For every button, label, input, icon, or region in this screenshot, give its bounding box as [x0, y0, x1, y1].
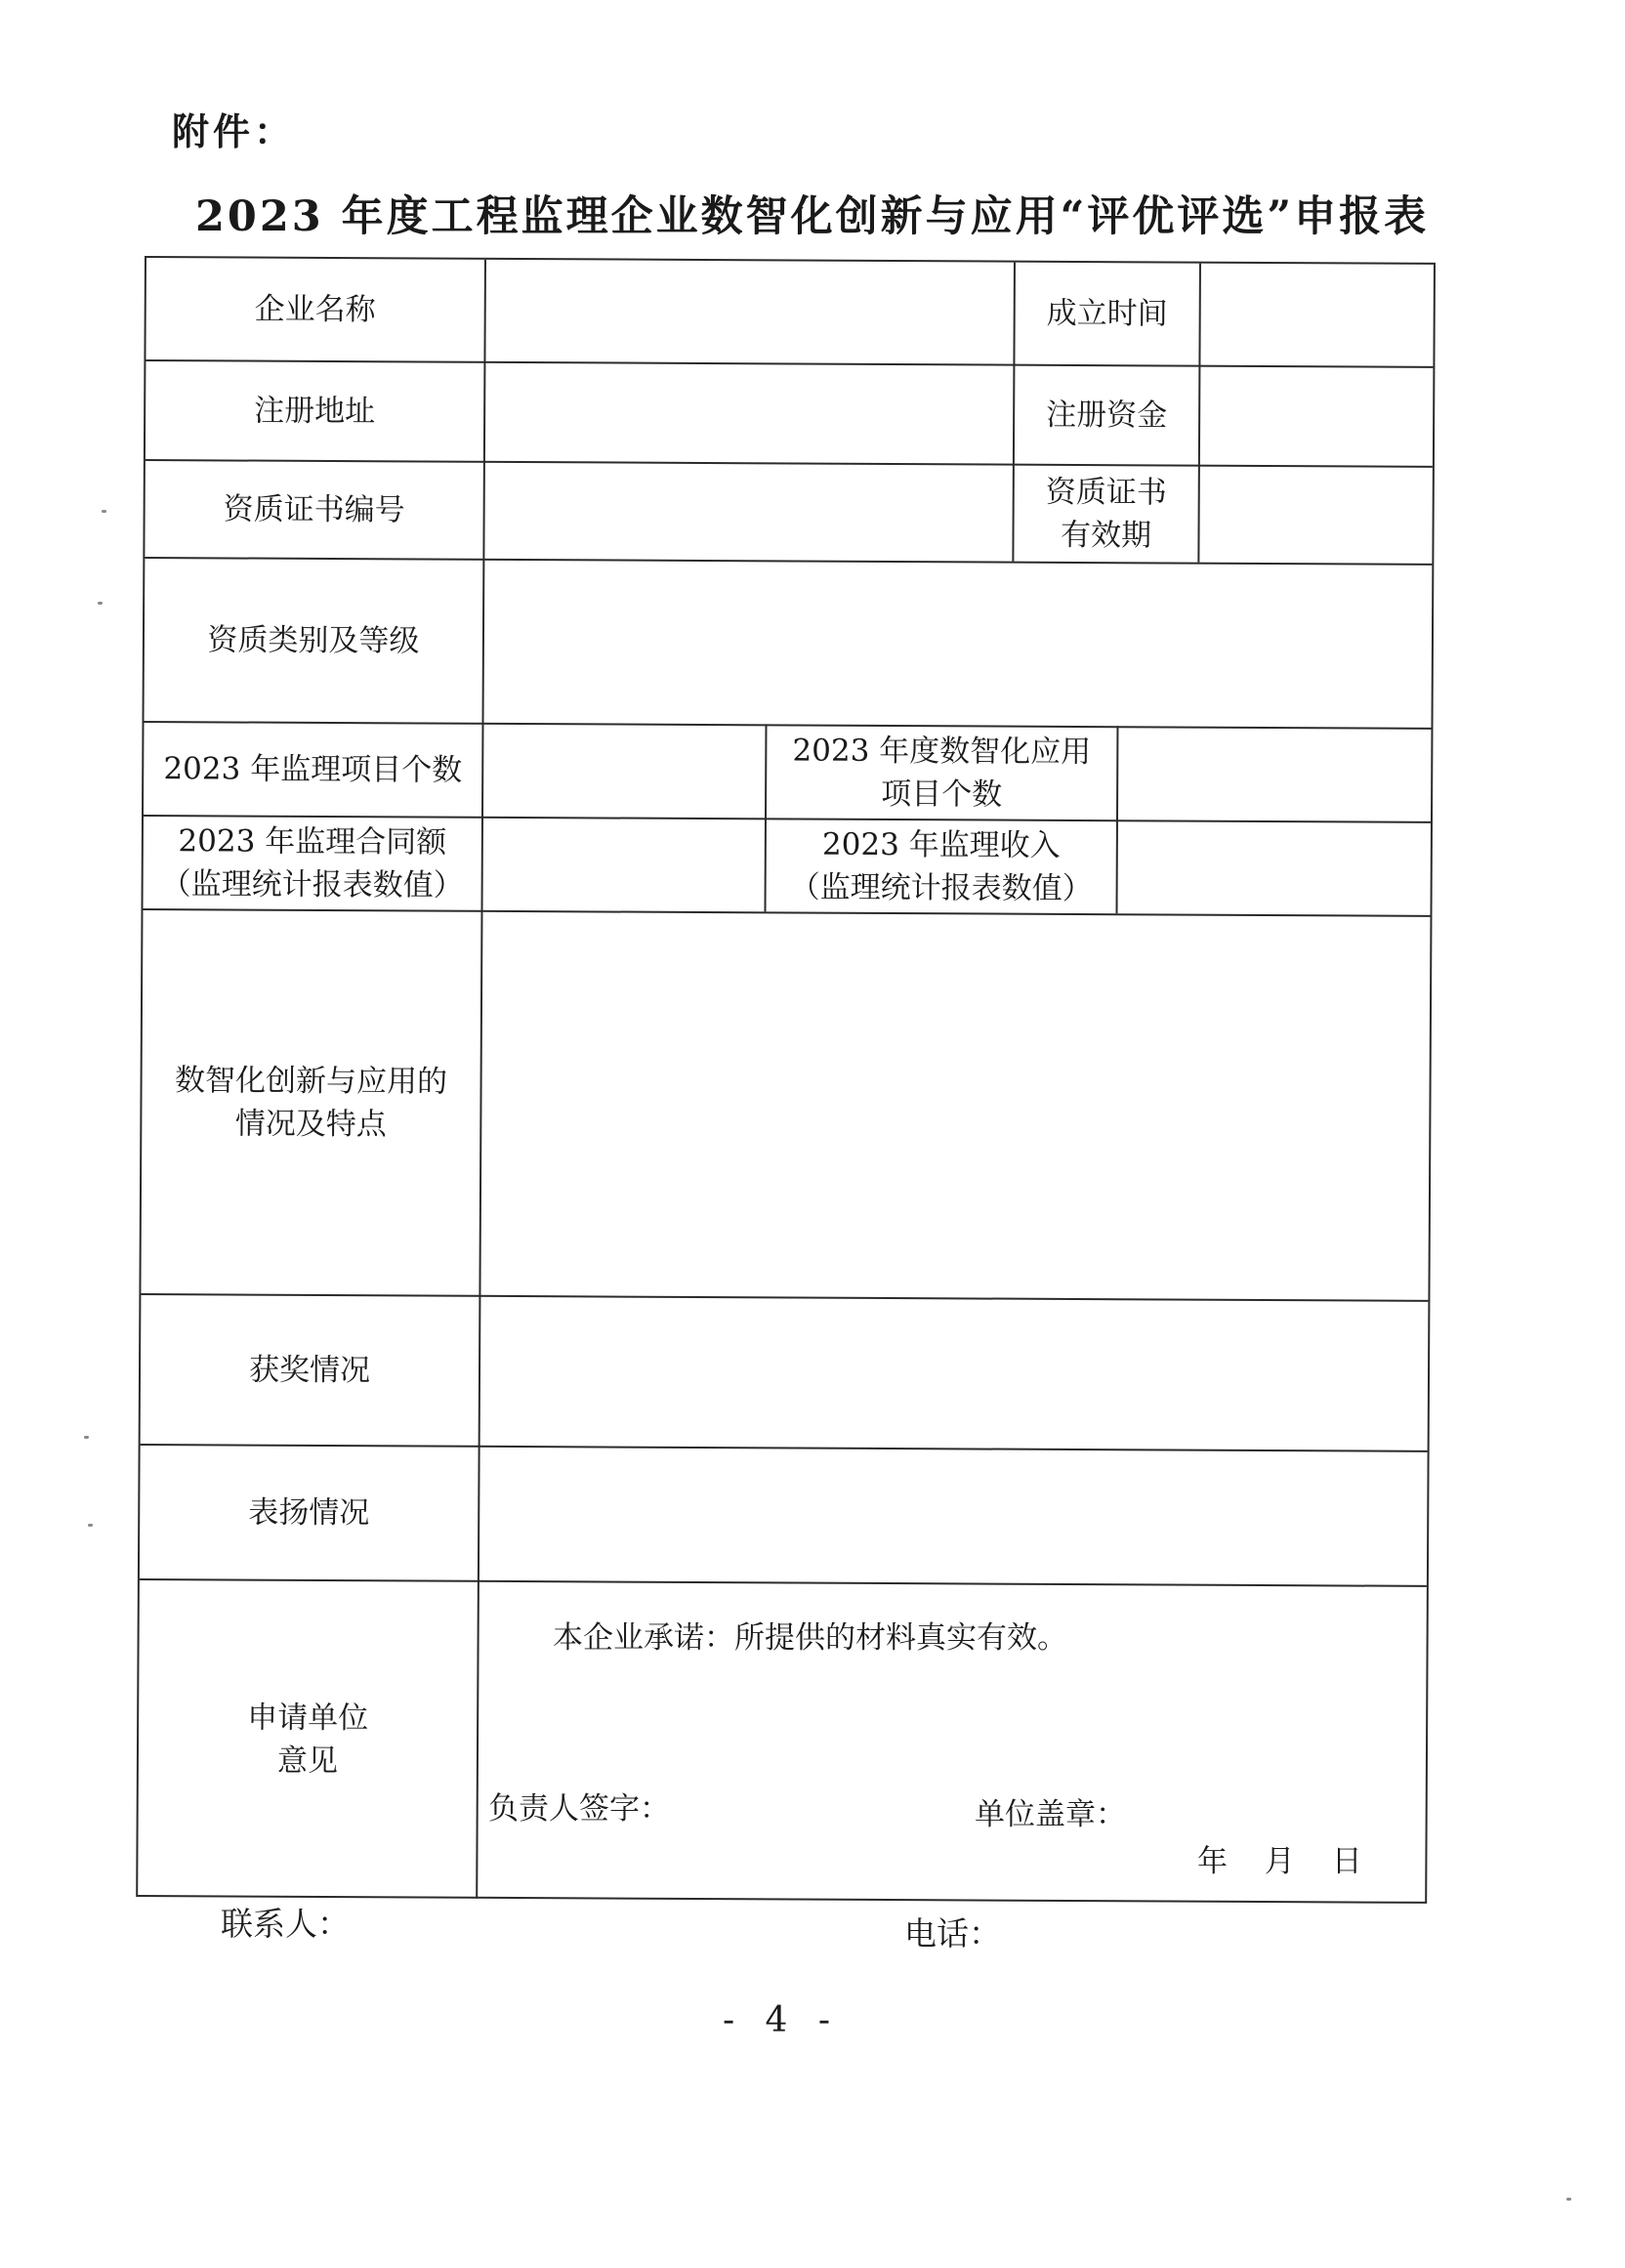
- commitment-text: 本企业承诺：所提供的材料真实有效。: [553, 1620, 1067, 1656]
- commendation-field[interactable]: [479, 1448, 1428, 1585]
- cert-category-field[interactable]: [484, 561, 1433, 728]
- signature-label: 负责人签字：: [488, 1791, 670, 1827]
- project-count-label: 2023 年监理项目个数: [163, 751, 463, 788]
- page-number: - 4 -: [722, 2000, 841, 2040]
- reg-capital-label: 注册资金: [1046, 397, 1168, 434]
- reg-address-field[interactable]: [485, 363, 1014, 464]
- cert-number-label: 资质证书编号: [223, 491, 405, 528]
- date-text: 年 月 日: [1197, 1844, 1362, 1879]
- awards-field[interactable]: [480, 1297, 1429, 1450]
- cert-category-label: 资质类别及等级: [207, 622, 420, 659]
- digital-project-count-label: 2023 年度数智化应用 项目个数: [792, 733, 1092, 813]
- seal-label: 单位盖章：: [975, 1797, 1126, 1832]
- company-name-field[interactable]: [485, 260, 1014, 364]
- commendation-label: 表扬情况: [248, 1494, 370, 1532]
- contract-amount-field[interactable]: [482, 819, 764, 912]
- contact-label: 联系人：: [221, 1905, 350, 1943]
- phone-label: 电话：: [904, 1914, 1001, 1953]
- reg-address-label: 注册地址: [254, 393, 376, 430]
- scan-speck: [88, 1524, 93, 1527]
- scan-speck: [98, 602, 103, 605]
- cert-validity-field[interactable]: [1199, 467, 1433, 564]
- innovation-field[interactable]: [480, 912, 1430, 1300]
- income-field[interactable]: [1117, 821, 1430, 915]
- innovation-label: 数智化创新与应用的 情况及特点: [174, 1063, 448, 1143]
- page-title: 2023 年度工程监理企业数智化创新与应用“评优评选”申报表: [195, 192, 1430, 241]
- scan-speck: [1566, 2198, 1571, 2201]
- income-label: 2023 年监理收入 （监理统计报表数值）: [789, 826, 1093, 907]
- awards-label: 获奖情况: [248, 1352, 371, 1389]
- reg-capital-field[interactable]: [1200, 367, 1434, 466]
- applicant-opinion-label: 申请单位 意见: [247, 1700, 369, 1780]
- founded-time-label: 成立时间: [1046, 295, 1168, 332]
- founded-time-field[interactable]: [1200, 264, 1434, 366]
- digital-project-count-field[interactable]: [1118, 728, 1431, 821]
- attachment-label: 附件：: [172, 110, 296, 153]
- scan-speck: [84, 1436, 89, 1439]
- company-name-label: 企业名称: [254, 291, 376, 328]
- cert-validity-label: 资质证书 有效期: [1045, 474, 1167, 554]
- project-count-field[interactable]: [483, 725, 765, 819]
- scan-speck: [102, 510, 106, 513]
- contract-amount-label: 2023 年监理合同额 （监理统计报表数值）: [160, 823, 464, 903]
- cert-number-field[interactable]: [484, 463, 1013, 562]
